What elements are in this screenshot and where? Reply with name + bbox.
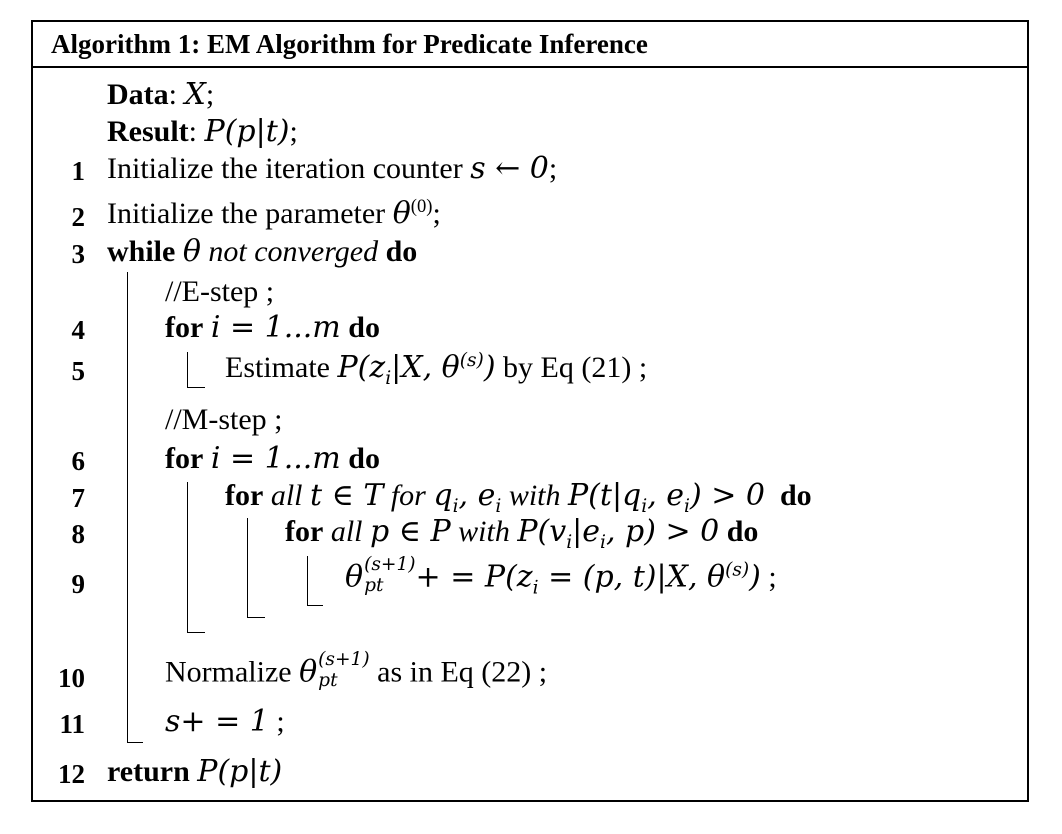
math-expr: s ← 0 [470, 151, 549, 186]
math-expr: |X, θ [391, 350, 460, 385]
algorithm-line-5 [225, 352, 647, 389]
math-expr: θ [182, 234, 201, 269]
data-label: Data [107, 78, 169, 111]
math-expr: ) [483, 350, 496, 385]
superscript: (0) [410, 196, 433, 217]
subscript: pt [364, 574, 384, 596]
subscript: i [684, 496, 690, 517]
math-expr: P(v [517, 514, 567, 549]
italic-word: for [390, 479, 426, 512]
line-text: Normalize [165, 655, 300, 689]
algorithm-line-6 [165, 441, 380, 476]
line-number: 3 [71, 239, 85, 269]
line-number: 10 [58, 663, 85, 693]
line-text: Estimate [225, 351, 338, 384]
math-expr: , e [647, 478, 685, 513]
math-expr: θ [299, 654, 318, 690]
algorithm-box [31, 20, 1029, 802]
line-text: ; [432, 197, 441, 230]
keyword: while [107, 235, 176, 268]
algorithm-line-1 [107, 151, 558, 186]
for-all-block-rule [307, 556, 308, 606]
italic-word: with [508, 479, 561, 512]
superscript: (s+1) [364, 554, 416, 575]
math-expr: P(t|q [568, 478, 642, 513]
subscript: i [600, 532, 606, 553]
line-number: 7 [71, 483, 85, 513]
algorithm-line-9 [345, 554, 777, 599]
math-expr: q [433, 478, 453, 513]
line-number: 9 [71, 569, 85, 599]
math-expr: P(p|t) [197, 754, 283, 789]
line-text: ; [268, 705, 285, 738]
algorithm-line-11 [165, 704, 285, 739]
math-expr: i = 1...m [210, 441, 341, 476]
algorithm-line-4 [165, 310, 380, 345]
for-all-block-end [247, 617, 265, 618]
comment-m-step: //M-step ; [165, 403, 283, 436]
line-number: 8 [71, 519, 85, 549]
keyword: for [285, 515, 324, 548]
math-expr: P(z [337, 350, 386, 385]
condition: not converged [208, 235, 379, 268]
subscript: i [532, 577, 539, 599]
result-value: P(p|t) [204, 114, 290, 149]
line-number: 2 [71, 202, 85, 232]
data-line: Data: X; [107, 77, 215, 112]
algorithm-line-12 [107, 754, 283, 789]
line-text: Initialize the parameter [107, 197, 393, 230]
math-expr: ) > 0 [690, 478, 765, 513]
keyword: do [348, 311, 380, 344]
while-block-rule [127, 272, 128, 743]
subscript: i [641, 496, 648, 517]
line-text: as in Eq (22) ; [369, 655, 548, 689]
for-all-block-rule [247, 518, 248, 618]
superscript: (s) [459, 350, 484, 371]
data-value: X [184, 77, 206, 112]
sup-sub-stack [364, 556, 415, 595]
line-number: 4 [71, 315, 85, 345]
keyword: do [780, 479, 812, 512]
result-line: Result: P(p|t); [107, 114, 298, 149]
for-block-end [187, 387, 205, 388]
keyword: return [107, 755, 190, 788]
comment-e-step: //E-step ; [165, 275, 275, 308]
for-block-rule [187, 352, 188, 388]
subscript: i [566, 532, 573, 553]
math-expr: , p) > 0 [605, 514, 720, 549]
subscript: i [452, 496, 459, 517]
subscript: pt [318, 669, 338, 691]
algorithm-title: Algorithm 1: EM Algorithm for Predicate Inference [33, 22, 1027, 68]
algorithm-line-8 [285, 514, 759, 553]
italic-word: all [330, 515, 363, 548]
algorithm-line-10 [165, 649, 548, 694]
subscript: i [385, 368, 392, 389]
keyword: do [348, 442, 380, 475]
math-expr: t ∈ T [309, 478, 384, 513]
math-expr: , e [458, 478, 496, 513]
algorithm-line-2 [107, 198, 441, 229]
for-all-block-end [307, 605, 323, 606]
keyword: for [165, 442, 204, 475]
sup-sub-stack [318, 651, 369, 690]
superscript: (s) [725, 559, 750, 581]
math-expr: + = P(z [415, 559, 533, 595]
line-text: Initialize the iteration counter [107, 152, 471, 185]
keyword: do [726, 515, 759, 548]
math-expr: |e [572, 514, 601, 549]
result-label: Result [107, 115, 189, 148]
line-number: 12 [58, 759, 85, 789]
superscript: (s+1) [318, 649, 370, 670]
algorithm-line-3 [107, 234, 418, 269]
math-expr: θ [392, 196, 411, 231]
italic-word: with [458, 515, 510, 548]
math-expr: p ∈ P [369, 514, 451, 549]
math-expr: θ [345, 559, 364, 595]
keyword: for [165, 311, 204, 344]
line-number: 11 [59, 709, 85, 739]
italic-word: all [270, 479, 303, 512]
keyword: for [225, 479, 264, 512]
subscript: i [495, 496, 502, 517]
line-number: 6 [71, 446, 85, 476]
keyword: do [385, 235, 418, 268]
line-text: by Eq (21) ; [495, 351, 648, 384]
algorithm-line-7 [225, 478, 812, 517]
line-text: ; [760, 560, 777, 594]
while-block-end [127, 742, 143, 743]
line-number: 5 [71, 356, 85, 386]
math-expr: i = 1...m [210, 310, 341, 345]
line-text: ; [548, 152, 558, 185]
math-expr: ) [749, 559, 761, 595]
for-block-rule [187, 482, 188, 633]
math-expr: = (p, t)|X, θ [538, 559, 726, 595]
for-block-end [187, 632, 205, 633]
math-expr: s+ = 1 [165, 704, 269, 739]
line-number: 1 [71, 156, 85, 186]
